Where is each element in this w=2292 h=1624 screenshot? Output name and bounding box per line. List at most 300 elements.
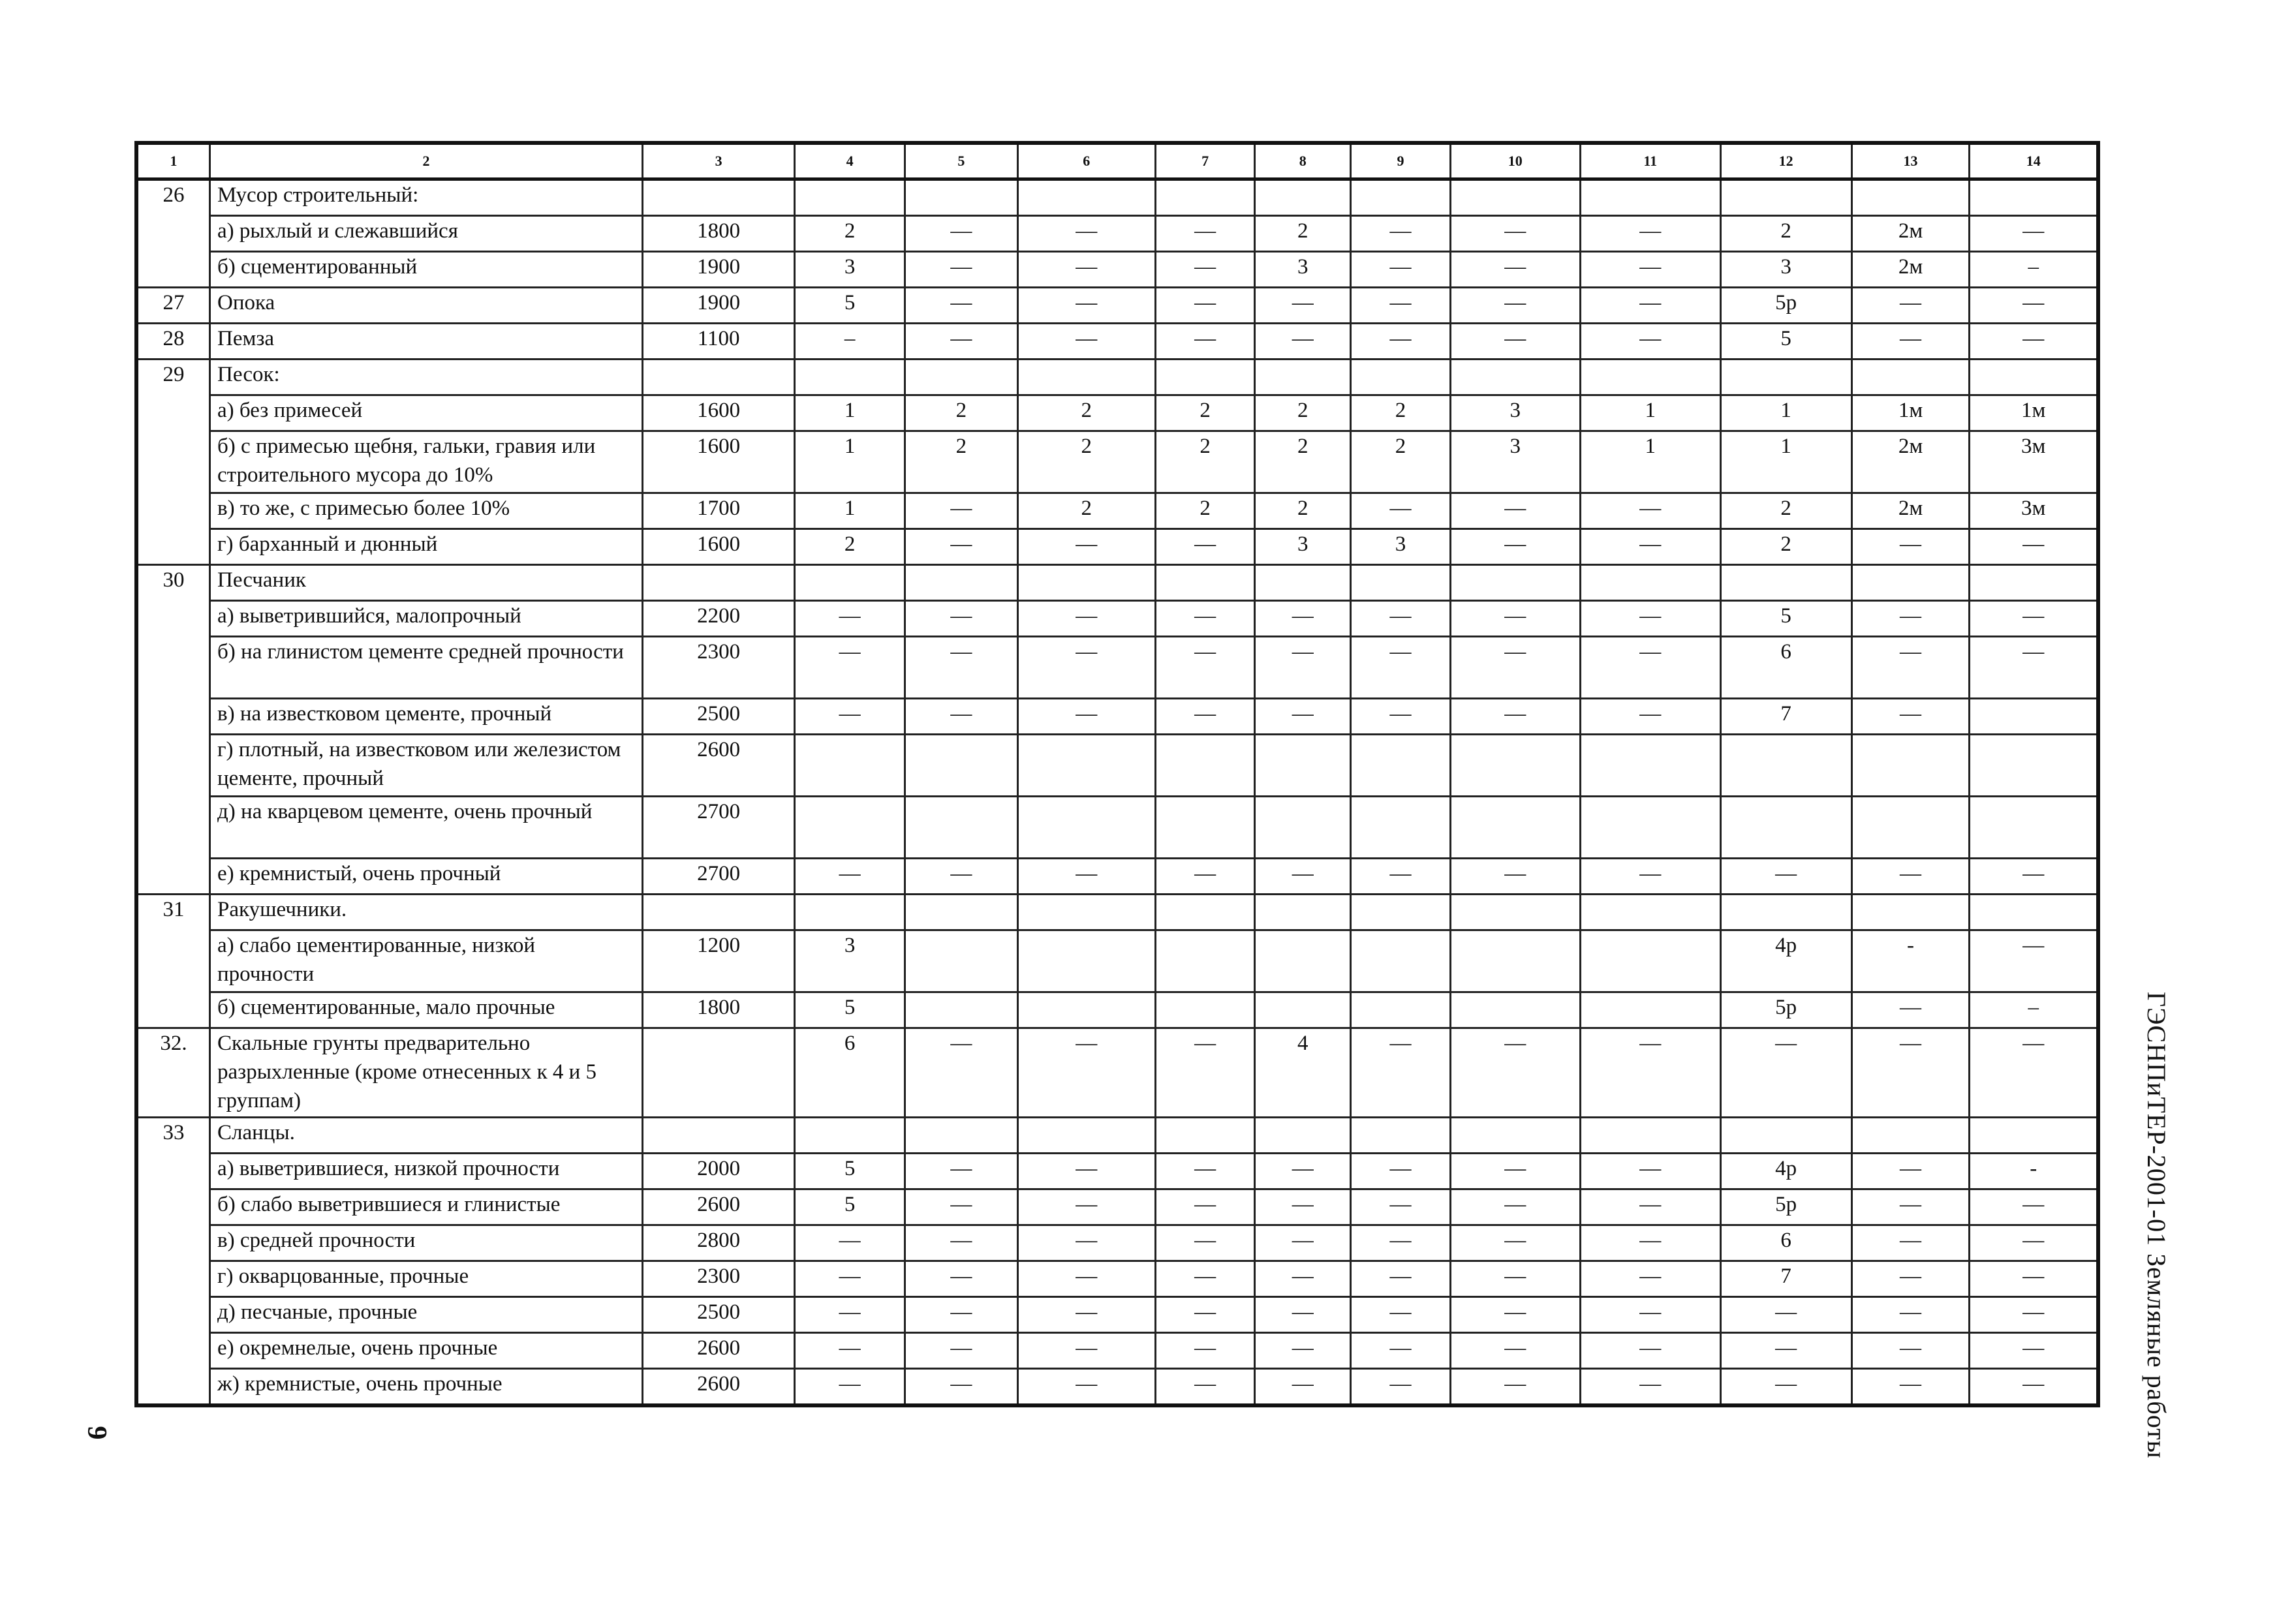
group-cell (1851, 360, 1970, 395)
group-cell: — (1255, 601, 1351, 637)
group-cell: — (1017, 1261, 1155, 1297)
group-cell: 3 (1720, 252, 1851, 288)
group-cell (905, 565, 1017, 601)
group-cell: — (1580, 1028, 1720, 1118)
group-cell: — (1351, 493, 1451, 529)
group-cell: 3 (1255, 252, 1351, 288)
group-cell: — (905, 288, 1017, 324)
group-cell (1155, 360, 1255, 395)
table-row (136, 1261, 2098, 1297)
group-cell: — (1351, 699, 1451, 735)
group-cell: — (1351, 1028, 1451, 1118)
group-cell (905, 735, 1017, 797)
group-cell: — (1851, 1225, 1970, 1261)
item-number-cell: 28 (136, 324, 210, 360)
group-cell: — (1351, 252, 1451, 288)
table-body (136, 143, 2098, 1405)
table-row (136, 252, 2098, 288)
group-cell (1450, 179, 1580, 216)
table-row (136, 288, 2098, 324)
soil-name-cell: б) сцементированные, мало прочные (210, 992, 643, 1028)
group-cell: — (1017, 601, 1155, 637)
group-cell (1851, 1118, 1970, 1154)
group-cell: — (1450, 859, 1580, 895)
table-row (136, 431, 2098, 493)
group-cell: — (1017, 1028, 1155, 1118)
group-cell (1970, 360, 2098, 395)
group-cell (1450, 1118, 1580, 1154)
soil-name-cell: г) плотный, на известковом или железистом цементе, прочный (210, 735, 643, 797)
soil-name-cell: Пемза (210, 324, 643, 360)
group-cell: 4 (1255, 1028, 1351, 1118)
group-cell: — (1851, 529, 1970, 565)
group-cell: — (1970, 859, 2098, 895)
group-cell: — (1351, 1154, 1451, 1189)
group-cell: — (1255, 699, 1351, 735)
density-cell (643, 895, 795, 930)
group-cell: — (1580, 1297, 1720, 1333)
group-cell (1970, 797, 2098, 859)
group-cell: — (1017, 859, 1155, 895)
group-cell: — (905, 324, 1017, 360)
group-cell: 3м (1970, 431, 2098, 493)
group-cell (1255, 179, 1351, 216)
group-cell (1017, 895, 1155, 930)
group-cell (1970, 735, 2098, 797)
density-cell: 2300 (643, 1261, 795, 1297)
group-cell: — (1580, 288, 1720, 324)
group-cell: — (1155, 1261, 1255, 1297)
group-cell (1255, 895, 1351, 930)
soil-name-cell: е) кремнистый, очень прочный (210, 859, 643, 895)
table-row (136, 179, 2098, 216)
column-number-header: 5 (905, 143, 1017, 179)
group-cell: 3 (1351, 529, 1451, 565)
group-cell: – (1970, 252, 2098, 288)
group-cell (1720, 360, 1851, 395)
group-cell (1255, 797, 1351, 859)
item-number-cell: 32. (136, 1028, 210, 1118)
group-cell: — (905, 1225, 1017, 1261)
group-cell: — (1580, 1189, 1720, 1225)
group-cell: — (1155, 288, 1255, 324)
group-cell: 2 (1720, 216, 1851, 252)
group-cell (905, 360, 1017, 395)
group-cell: — (795, 1261, 905, 1297)
column-number-header: 4 (795, 143, 905, 179)
group-cell (1155, 895, 1255, 930)
group-cell: — (1450, 1369, 1580, 1406)
group-cell: - (1851, 930, 1970, 992)
soil-name-cell: ж) кремнистые, очень прочные (210, 1369, 643, 1406)
density-cell: 1600 (643, 395, 795, 431)
table-row (136, 895, 2098, 930)
group-cell (1017, 1118, 1155, 1154)
group-cell (1851, 797, 1970, 859)
group-cell (905, 1118, 1017, 1154)
group-cell: 2 (1255, 431, 1351, 493)
group-cell (1851, 735, 1970, 797)
density-cell: 1900 (643, 288, 795, 324)
group-cell: — (1155, 1297, 1255, 1333)
table-row (136, 529, 2098, 565)
group-cell: 3 (795, 930, 905, 992)
group-cell: 7 (1720, 699, 1851, 735)
density-cell: 2500 (643, 699, 795, 735)
group-cell (1450, 930, 1580, 992)
group-cell: 1 (795, 431, 905, 493)
group-cell (1450, 735, 1580, 797)
group-cell: 2 (1351, 431, 1451, 493)
group-cell: — (1450, 1225, 1580, 1261)
group-cell: — (795, 859, 905, 895)
group-cell: — (905, 1261, 1017, 1297)
group-cell (1450, 565, 1580, 601)
group-cell: — (1450, 601, 1580, 637)
group-cell: 2м (1851, 252, 1970, 288)
group-cell: — (1017, 637, 1155, 699)
group-cell: — (1255, 1189, 1351, 1225)
group-cell: — (1580, 859, 1720, 895)
group-cell (905, 179, 1017, 216)
page-number: 9 (82, 1426, 112, 1440)
group-cell: 1 (795, 493, 905, 529)
group-cell (1970, 699, 2098, 735)
soil-name-cell: г) барханный и дюнный (210, 529, 643, 565)
group-cell (1720, 895, 1851, 930)
group-cell (1720, 797, 1851, 859)
group-cell: — (1580, 1154, 1720, 1189)
group-cell (795, 565, 905, 601)
density-cell: 1800 (643, 992, 795, 1028)
group-cell (795, 179, 905, 216)
group-cell: — (1155, 637, 1255, 699)
group-cell: — (1255, 1225, 1351, 1261)
group-cell: — (1017, 529, 1155, 565)
group-cell: — (1351, 637, 1451, 699)
group-cell (1580, 797, 1720, 859)
group-cell (1720, 735, 1851, 797)
item-number-cell: 30 (136, 565, 210, 895)
group-cell: 3 (795, 252, 905, 288)
group-cell: — (1450, 637, 1580, 699)
group-cell (1351, 797, 1451, 859)
group-cell: — (1851, 1028, 1970, 1118)
group-cell: — (1851, 1297, 1970, 1333)
group-cell: — (1580, 1369, 1720, 1406)
table-header-row (136, 143, 2098, 179)
group-cell: 3 (1450, 395, 1580, 431)
group-cell (1017, 179, 1155, 216)
group-cell (1351, 360, 1451, 395)
group-cell (1255, 565, 1351, 601)
group-cell (1580, 930, 1720, 992)
group-cell: — (795, 1333, 905, 1369)
group-cell: — (905, 252, 1017, 288)
group-cell: — (1017, 1154, 1155, 1189)
table-row (136, 601, 2098, 637)
group-cell: 2 (1155, 493, 1255, 529)
group-cell (1351, 930, 1451, 992)
group-cell: — (1720, 1297, 1851, 1333)
group-cell: — (1580, 637, 1720, 699)
table-row (136, 324, 2098, 360)
group-cell (1970, 895, 2098, 930)
group-cell (1580, 1118, 1720, 1154)
group-cell: — (905, 859, 1017, 895)
soil-name-cell: Песок: (210, 360, 643, 395)
group-cell: — (1580, 1333, 1720, 1369)
group-cell (1017, 735, 1155, 797)
density-cell (643, 1028, 795, 1118)
group-cell (1155, 565, 1255, 601)
column-number-header: 9 (1351, 143, 1451, 179)
group-cell (1970, 565, 2098, 601)
group-cell: — (1450, 252, 1580, 288)
group-cell (1580, 735, 1720, 797)
table-row (136, 565, 2098, 601)
column-number-header: 14 (1970, 143, 2098, 179)
group-cell: — (905, 1154, 1017, 1189)
group-cell (1155, 179, 1255, 216)
item-number-cell: 26 (136, 179, 210, 288)
soil-name-cell: а) слабо цементированные, низкой прочности (210, 930, 643, 992)
group-cell: — (1450, 493, 1580, 529)
group-cell: — (1450, 1261, 1580, 1297)
group-cell: 2м (1851, 216, 1970, 252)
group-cell: — (795, 1297, 905, 1333)
group-cell: — (1351, 324, 1451, 360)
group-cell: — (1351, 859, 1451, 895)
group-cell: — (1970, 288, 2098, 324)
group-cell: 4р (1720, 930, 1851, 992)
group-cell (1351, 565, 1451, 601)
group-cell: — (1720, 1028, 1851, 1118)
group-cell: — (1970, 930, 2098, 992)
group-cell: — (905, 216, 1017, 252)
table-row (136, 1297, 2098, 1333)
group-cell: — (1351, 216, 1451, 252)
group-cell: — (1255, 1369, 1351, 1406)
soil-name-cell: Песчаник (210, 565, 643, 601)
group-cell: — (1017, 1297, 1155, 1333)
group-cell (1017, 797, 1155, 859)
soil-name-cell: б) с примесью щебня, гальки, гравия или строительного мусора до 10% (210, 431, 643, 493)
group-cell: 2 (1155, 395, 1255, 431)
group-cell: 2 (905, 431, 1017, 493)
group-cell (1851, 895, 1970, 930)
group-cell: — (1580, 601, 1720, 637)
group-cell: 6 (1720, 637, 1851, 699)
group-cell: — (1351, 288, 1451, 324)
soil-name-cell: б) на глинистом цементе средней прочности (210, 637, 643, 699)
soil-name-cell: Ракушечники. (210, 895, 643, 930)
group-cell: 2 (1155, 431, 1255, 493)
column-number-header: 2 (210, 143, 643, 179)
group-cell: — (1155, 1189, 1255, 1225)
group-cell: 5 (795, 288, 905, 324)
group-cell: — (1255, 324, 1351, 360)
table-row (136, 859, 2098, 895)
group-cell (1017, 565, 1155, 601)
group-cell: — (1255, 637, 1351, 699)
group-cell: — (1450, 1333, 1580, 1369)
group-cell: — (1851, 637, 1970, 699)
group-cell: — (1255, 859, 1351, 895)
table-row (136, 1225, 2098, 1261)
density-cell: 2300 (643, 637, 795, 699)
group-cell (1450, 895, 1580, 930)
group-cell: — (1851, 992, 1970, 1028)
table-row (136, 360, 2098, 395)
group-cell: — (1351, 1297, 1451, 1333)
group-cell: — (1851, 859, 1970, 895)
group-cell (905, 992, 1017, 1028)
group-cell (795, 1118, 905, 1154)
group-cell: 5 (795, 992, 905, 1028)
group-cell: — (1851, 324, 1970, 360)
table-row (136, 493, 2098, 529)
density-cell (643, 565, 795, 601)
group-cell (1017, 930, 1155, 992)
density-cell: 2600 (643, 1333, 795, 1369)
group-cell: — (905, 1297, 1017, 1333)
group-cell (1580, 895, 1720, 930)
group-cell: — (1450, 529, 1580, 565)
group-cell: — (1351, 1225, 1451, 1261)
column-number-header: 12 (1720, 143, 1851, 179)
group-cell: — (1017, 699, 1155, 735)
group-cell (1351, 1118, 1451, 1154)
group-cell (1450, 992, 1580, 1028)
group-cell (1720, 1118, 1851, 1154)
group-cell: 5р (1720, 992, 1851, 1028)
density-cell: 1100 (643, 324, 795, 360)
density-cell: 2200 (643, 601, 795, 637)
group-cell: — (795, 637, 905, 699)
table-row (136, 1189, 2098, 1225)
column-number-header: 8 (1255, 143, 1351, 179)
group-cell (1351, 895, 1451, 930)
group-cell: — (1155, 252, 1255, 288)
group-cell: — (1450, 1297, 1580, 1333)
running-title: ГЭСНПиТЕР-2001-01 Земляные работы (2142, 992, 2171, 1459)
group-cell (1255, 930, 1351, 992)
group-cell (905, 930, 1017, 992)
group-cell: — (1851, 1333, 1970, 1369)
group-cell: — (1720, 1333, 1851, 1369)
group-cell: 1 (795, 395, 905, 431)
group-cell: — (905, 1369, 1017, 1406)
soil-name-cell: а) выветрившийся, малопрочный (210, 601, 643, 637)
group-cell (1970, 1118, 2098, 1154)
group-cell: 2 (1255, 493, 1351, 529)
soil-name-cell: Скальные грунты предварительно разрыхленные (кроме отнесенных к 4 и 5 группам) (210, 1028, 643, 1118)
group-cell: — (1255, 1297, 1351, 1333)
group-cell: — (1017, 1225, 1155, 1261)
density-cell: 2700 (643, 859, 795, 895)
group-cell: — (1351, 1189, 1451, 1225)
group-cell (1351, 992, 1451, 1028)
group-cell: — (1155, 1333, 1255, 1369)
group-cell: — (1155, 601, 1255, 637)
group-cell: — (795, 1369, 905, 1406)
group-cell: 3 (1450, 431, 1580, 493)
group-cell: — (1155, 1225, 1255, 1261)
group-cell: 2 (795, 529, 905, 565)
group-cell: — (1017, 1333, 1155, 1369)
group-cell (795, 797, 905, 859)
table-row (136, 1333, 2098, 1369)
group-cell (1970, 179, 2098, 216)
group-cell (1155, 735, 1255, 797)
group-cell (1720, 179, 1851, 216)
group-cell (1580, 565, 1720, 601)
table-row (136, 1028, 2098, 1118)
group-cell: — (905, 1028, 1017, 1118)
group-cell: — (795, 1225, 905, 1261)
density-cell (643, 360, 795, 395)
group-cell: — (1851, 699, 1970, 735)
density-cell: 2700 (643, 797, 795, 859)
group-cell: — (1450, 288, 1580, 324)
soil-name-cell: в) средней прочности (210, 1225, 643, 1261)
group-cell (795, 895, 905, 930)
table-row (136, 930, 2098, 992)
group-cell: — (1255, 1261, 1351, 1297)
group-cell: 2 (795, 216, 905, 252)
group-cell: — (1155, 1154, 1255, 1189)
group-cell: 2 (1255, 216, 1351, 252)
density-cell: 1900 (643, 252, 795, 288)
group-cell: — (1450, 216, 1580, 252)
group-cell: 2 (1017, 493, 1155, 529)
group-cell: — (1351, 601, 1451, 637)
group-cell: — (1255, 1154, 1351, 1189)
table-row (136, 797, 2098, 859)
group-cell: 7 (1720, 1261, 1851, 1297)
group-cell (1255, 360, 1351, 395)
density-cell: 2600 (643, 1369, 795, 1406)
group-cell (1580, 992, 1720, 1028)
group-cell: 4р (1720, 1154, 1851, 1189)
item-number-cell: 31 (136, 895, 210, 1028)
group-cell: — (1351, 1333, 1451, 1369)
group-cell: — (1155, 324, 1255, 360)
group-cell: — (1851, 1261, 1970, 1297)
soil-name-cell: б) слабо выветрившиеся и глинистые (210, 1189, 643, 1225)
group-cell: — (1970, 601, 2098, 637)
group-cell: — (1155, 529, 1255, 565)
group-cell: — (1017, 1369, 1155, 1406)
group-cell: — (1580, 252, 1720, 288)
table-row (136, 992, 2098, 1028)
item-number-cell: 29 (136, 360, 210, 565)
group-cell (1450, 360, 1580, 395)
group-cell: 1 (1580, 431, 1720, 493)
column-number-header: 1 (136, 143, 210, 179)
soil-name-cell: д) песчаные, прочные (210, 1297, 643, 1333)
group-cell: — (795, 699, 905, 735)
group-cell (1017, 360, 1155, 395)
soil-name-cell: а) выветрившиеся, низкой прочности (210, 1154, 643, 1189)
group-cell: 2 (1720, 493, 1851, 529)
group-cell: 5 (1720, 324, 1851, 360)
item-number-cell: 33 (136, 1118, 210, 1406)
soil-name-cell: Сланцы. (210, 1118, 643, 1154)
table-row (136, 1118, 2098, 1154)
group-cell: — (1017, 288, 1155, 324)
